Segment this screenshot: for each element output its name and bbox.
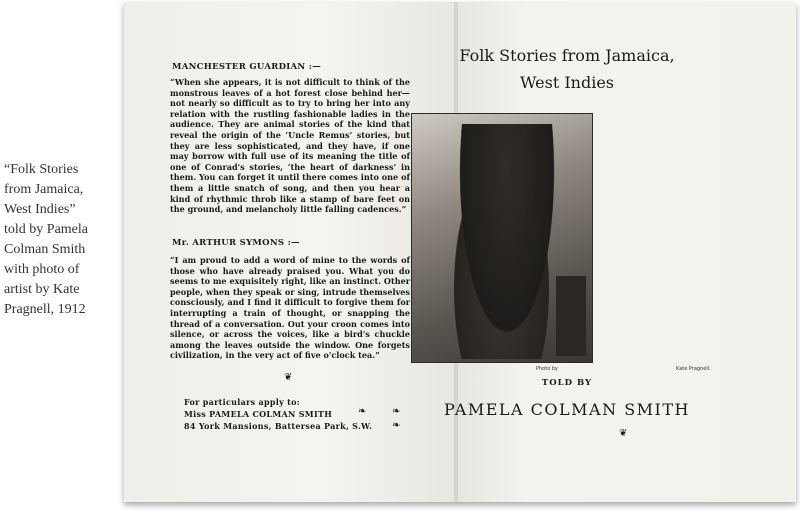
ornament-icon: ❦ (619, 428, 628, 439)
author-name: PAMELA COLMAN SMITH (444, 400, 690, 419)
portrait-photo (411, 113, 593, 363)
caption-line: “Folk Stories (4, 162, 79, 177)
caption-line: Pragnell, 1912 (4, 302, 86, 317)
caption-line: told by Pamela (4, 222, 88, 237)
caption-line: West Indies” (4, 202, 76, 217)
ornament-icon: ❧ (358, 406, 367, 417)
ornament-icon: ❧ (392, 420, 401, 431)
told-by-label: TOLD BY (541, 378, 593, 388)
caption-line: Colman Smith (4, 242, 86, 257)
portrait-chair (556, 276, 586, 356)
caption-line: with photo of (4, 262, 80, 277)
review-quote-symons: “I am proud to add a word of mine to the words of those who have already praised you. What you do seems to me exquisitely right, like an instinct. Other people, when they speak or sing, intrude themselves consciously, and I find it difficult to forgive them for interrupting a train of thought, or snapping the thread of a conversation. Out your croon comes into silence, or across the voices, like a bird's chuckle among the leaves outside the window. One forgets civilization, in the very act of five o'clock tea.” (170, 255, 410, 361)
review-source-manchester: MANCHESTER GUARDIAN :— (172, 62, 321, 72)
ornament-icon: ❧ (392, 406, 401, 417)
photo-credit-name: Kate Pragnell. (676, 366, 711, 372)
review-source-symons: Mr. ARTHUR SYMONS :— (172, 238, 300, 248)
caption-line: artist by Kate (4, 282, 80, 297)
caption (4, 160, 122, 320)
contact-line-2: Miss PAMELA COLMAN SMITH (184, 409, 333, 419)
contact-line-3: 84 York Mansions, Battersea Park, S.W. (184, 421, 373, 431)
portrait-figure (452, 124, 562, 359)
booklet-title-line-1: Folk Stories from Jamaica, (459, 46, 675, 65)
photo-credit-label: Photo by (536, 366, 558, 372)
caption-line: from Jamaica, (4, 182, 84, 197)
review-quote-manchester: “When she appears, it is not difficult to think of the monstrous leaves of a hot forest close behind her—not nearly so difficult as to try to bring her into any relation with the rustling fashionable ladies in the audience. They are animal stories of the kind that reveal the origin of the ‘Uncle Remus’ stories, but they are less sophisticated, and they have, if one may borrow with full use of its meaning the title of one of Conrad's stories, ‘the heart of darkness’ in them. You can forget it until there comes into one of them a little snatch of song, and then you hear a kind of rhythmic throb like a stamp of bare feet on the ground, and melancholy little falling cadences.” (170, 77, 410, 215)
booklet-title-line-2: West Indies (520, 73, 614, 92)
contact-line-1: For particulars apply to: (184, 397, 301, 407)
ornament-icon: ❦ (284, 372, 293, 383)
